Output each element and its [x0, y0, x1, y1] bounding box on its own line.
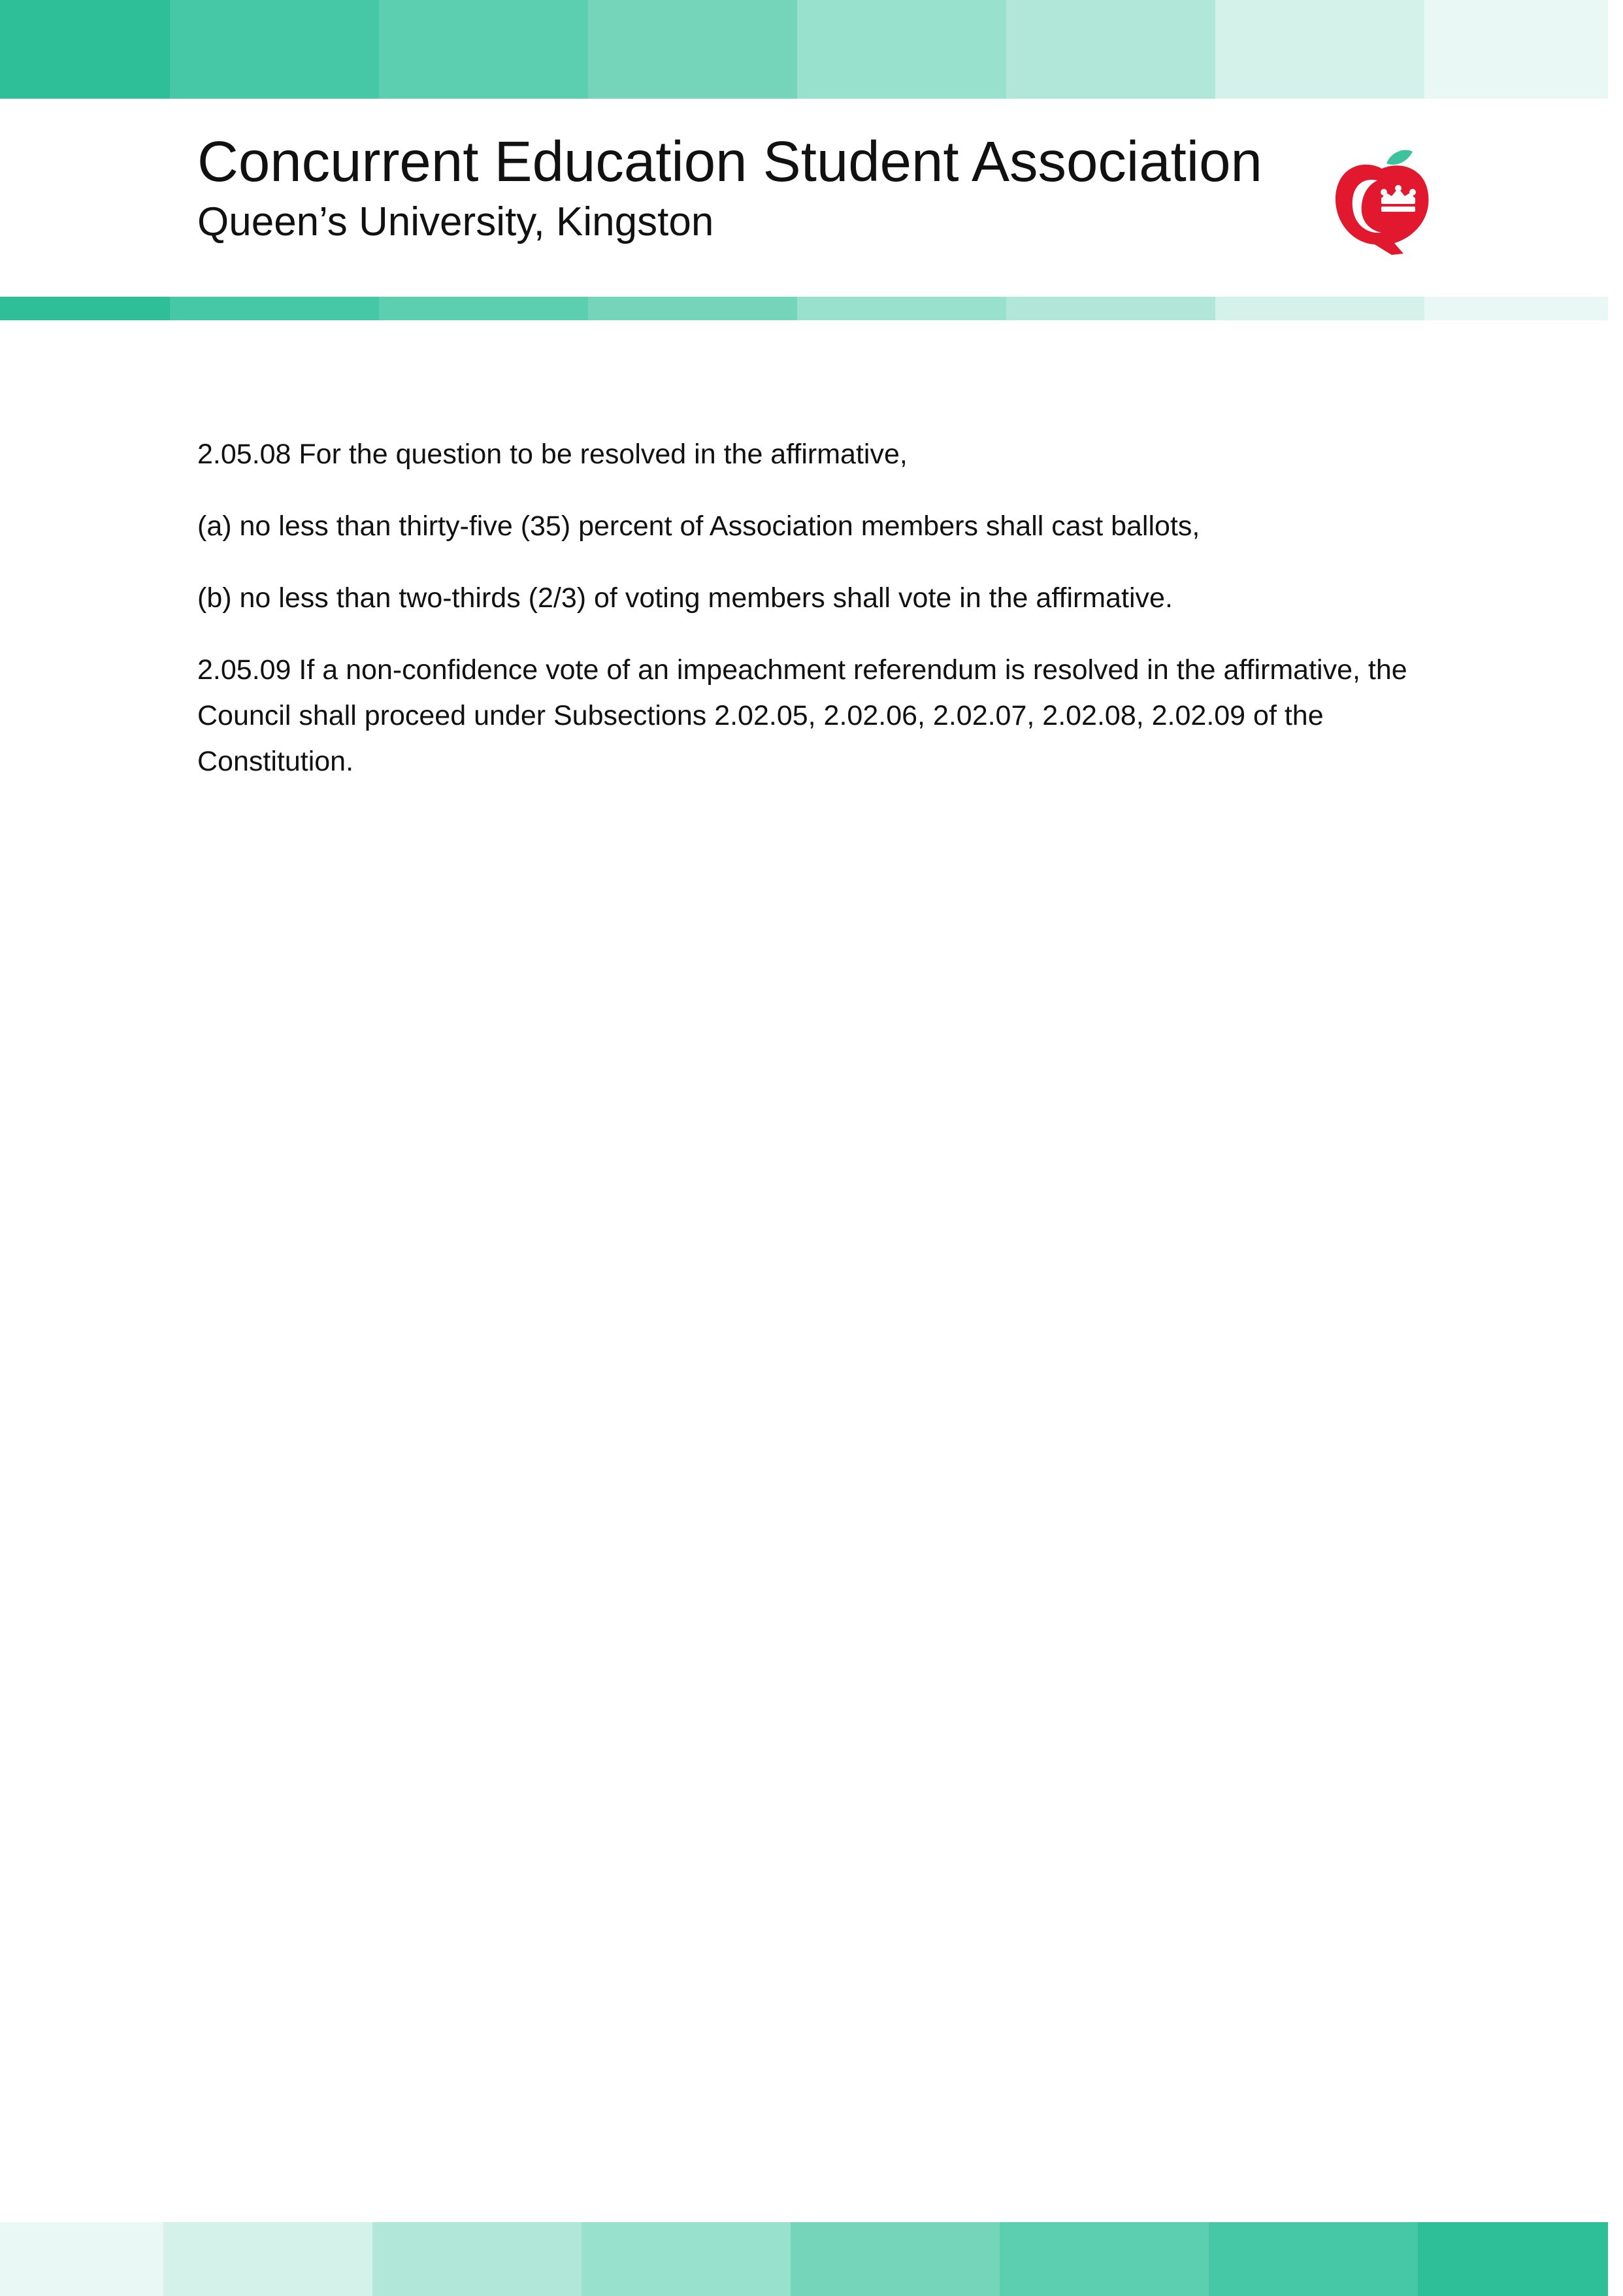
band-segment [0, 2222, 163, 2296]
apple-crown-q-logo-icon [1326, 145, 1437, 256]
band-segment [0, 0, 170, 99]
clause-2-05-08: 2.05.08 For the question to be resolved in the affirmative, [197, 439, 908, 470]
footer-color-band [0, 2222, 1608, 2296]
band-segment [372, 2222, 582, 2296]
band-segment [1418, 2222, 1608, 2296]
band-segment [797, 297, 1006, 320]
band-segment [791, 2222, 1000, 2296]
page-title: Concurrent Education Student Association [197, 130, 1262, 193]
clause-2-05-08-a: (a) no less than thirty-five (35) percent of Association members shall cast ballots, [197, 510, 1200, 542]
band-segment [170, 0, 379, 99]
document-body [197, 431, 1439, 810]
band-segment [1424, 0, 1608, 99]
band-segment [1215, 0, 1424, 99]
band-segment [0, 297, 170, 320]
band-segment [1006, 297, 1215, 320]
band-segment [170, 297, 379, 320]
band-segment [1006, 0, 1215, 99]
clause-2-05-09: 2.05.09 If a non-confidence vote of an impeachment referendum is resolved in the affirmative, the Council shall proceed under Subsections 2.02.05, 2.02.06, 2.02.07, 2.02.08, 2.02.09 of the Constitution. [197, 654, 1407, 777]
header-color-band [0, 0, 1608, 99]
band-segment [379, 0, 588, 99]
header-divider-band [0, 297, 1608, 320]
band-segment [797, 0, 1006, 99]
band-segment [1000, 2222, 1209, 2296]
band-segment [379, 297, 588, 320]
band-segment [588, 0, 797, 99]
band-segment [588, 297, 797, 320]
band-segment [163, 2222, 372, 2296]
band-segment [1215, 297, 1424, 320]
band-segment [1209, 2222, 1418, 2296]
clause-2-05-08-b: (b) no less than two-thirds (2/3) of voting members shall vote in the affirmative. [197, 582, 1173, 614]
band-segment [582, 2222, 791, 2296]
band-segment [1424, 297, 1608, 320]
page-subtitle: Queen’s University, Kingston [197, 199, 714, 244]
